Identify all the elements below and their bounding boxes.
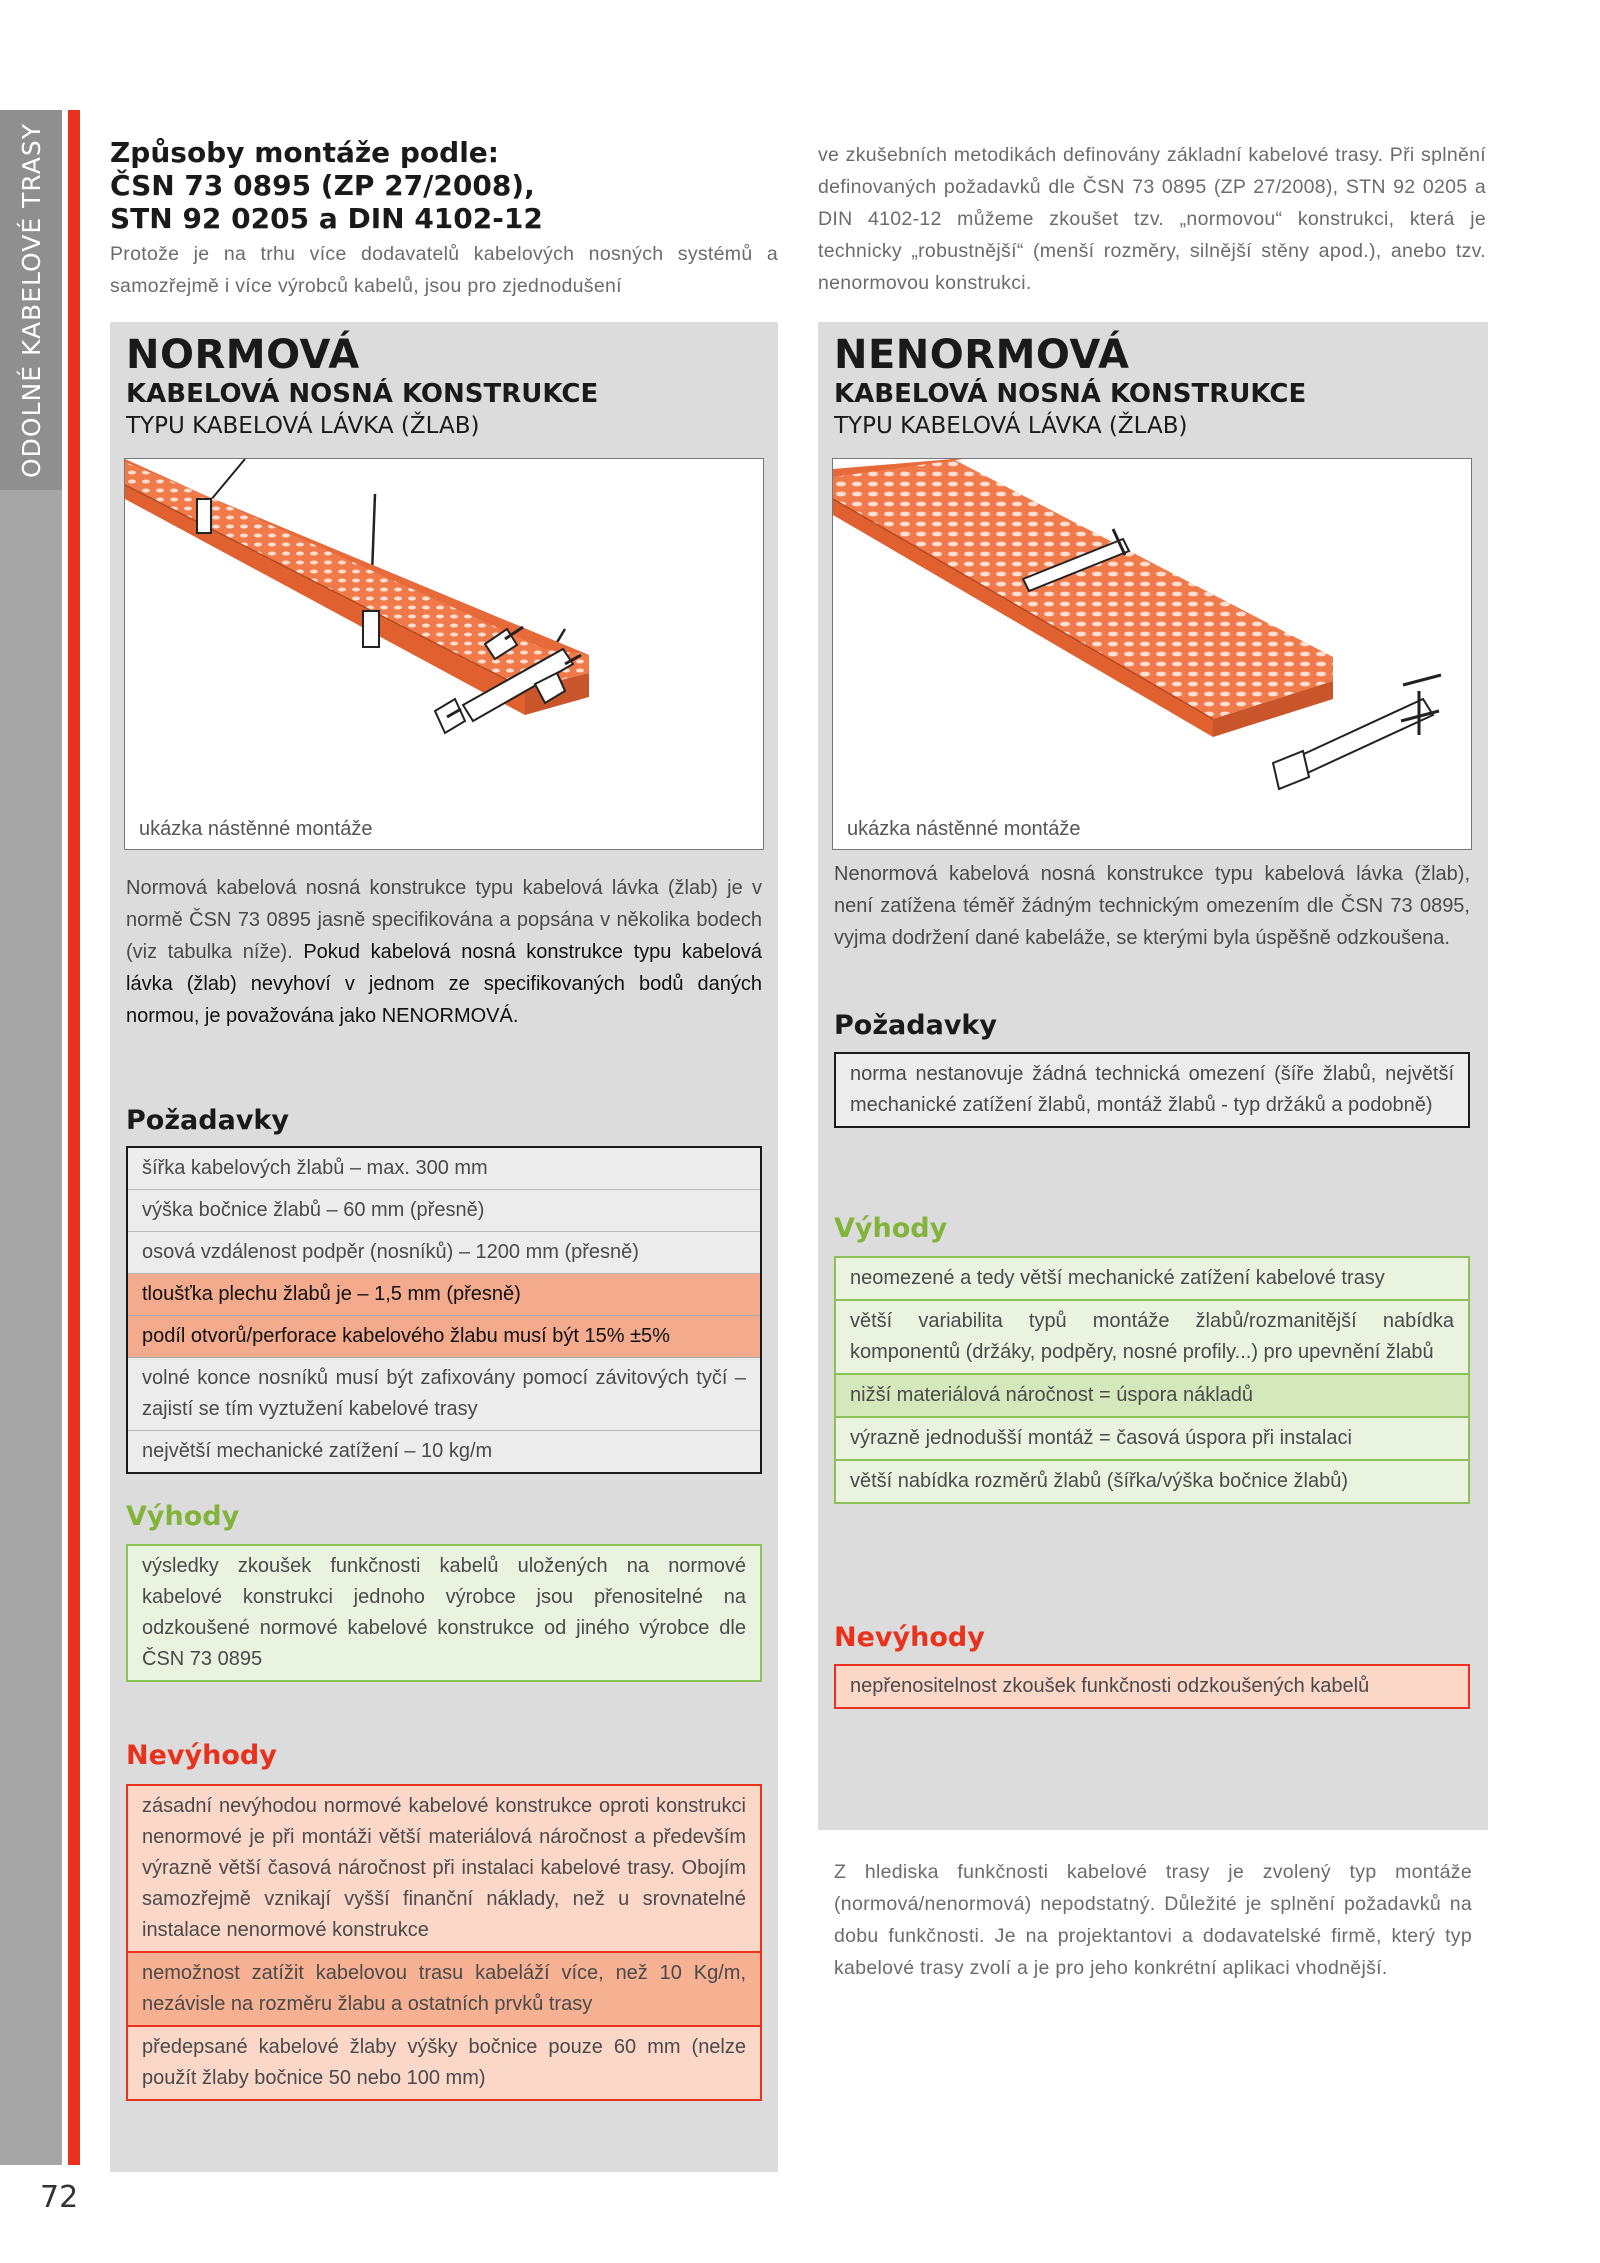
page-number: 72 xyxy=(40,2180,79,2215)
intro-text-left: Protože je na trhu více dodavatelů kabelových nosných systémů a samozřejmě i více výrobců kabelů, jsou pro zjednodušení xyxy=(110,243,778,297)
normova-panel xyxy=(110,322,778,2172)
requirement-row: šířka kabelových žlabů – max. 300 mm xyxy=(128,1148,760,1190)
disadvantages-list xyxy=(126,1784,762,2101)
panel-description xyxy=(126,872,762,1032)
advantage-row: neomezené a tedy větší mechanické zatížení kabelové trasy xyxy=(836,1258,1468,1301)
conclusion-text: Z hlediska funkčnosti kabelové trasy je zvolený typ montáže (normová/nenormová) nepodstatný. Důležité je splnění požadavků na dobu funkčnosti. Je na projektantovi a dodavatelské firmě, který typ kabelové trasy zvolí a je pro jeho konkrétní aplikaci vhodnější. xyxy=(834,1861,1472,1979)
intro-heading xyxy=(110,136,770,235)
intro-heading-line: ČSN 73 0895 (ZP 27/2008), xyxy=(110,169,535,202)
advantage-row: výrazně jednodušší montáž = časová úspora při instalaci xyxy=(836,1418,1468,1461)
panel-subtitle-type: TYPU KABELOVÁ LÁVKA (ŽLAB) xyxy=(126,413,480,439)
advantage-row: větší variabilita typů montáže žlabů/rozmanitější nabídka komponentů (držáky, podpěry, nosné profily...) pro upevnění žlabů xyxy=(836,1301,1468,1375)
requirements-heading: Požadavky xyxy=(834,1010,997,1041)
requirements-table xyxy=(834,1052,1470,1128)
advantages-heading: Výhody xyxy=(834,1213,948,1244)
disadvantages-heading: Nevýhody xyxy=(126,1740,277,1771)
sidebar-section-tab xyxy=(0,110,62,490)
advantages-list xyxy=(834,1256,1470,1504)
requirement-row: volné konce nosníků musí být zafixovány pomocí závitových tyčí – zajistí se tím vyztužení kabelové trasy xyxy=(128,1358,760,1431)
cable-tray-drawing xyxy=(125,459,765,851)
advantage-row: větší nabídka rozměrů žlabů (šířka/výška bočnice žlabů) xyxy=(850,1470,1348,1492)
intro-text-right: ve zkušebních metodikách definovány základní kabelové trasy. Při splnění definovaných požadavků dle ČSN 73 0895 (ZP 27/2008), STN 92 0205 a DIN 4102-12 můžeme zkoušet tzv. „normovou“ konstrukci, která je technicky „robustnější“ (menší rozměry, silnější stěny apod.), anebo tzv. nenormovou konstrukci. xyxy=(818,144,1486,294)
figure-caption: ukázka nástěnné montáže xyxy=(847,818,1081,840)
panel-title: NENORMOVÁ xyxy=(834,332,1130,378)
advantages-heading: Výhody xyxy=(126,1501,240,1532)
panel-description-emphasis: Pokud kabelová nosná konstrukce typu kabelová lávka (žlab) nevyhoví v jednom ze specifikovaných bodů daných normou, je považována jako NENORMOVÁ. xyxy=(126,941,762,1027)
intro-heading-line: Způsoby montáže podle: xyxy=(110,136,499,169)
disadvantages-heading: Nevýhody xyxy=(834,1622,985,1653)
advantage-row: výsledky zkoušek funkčnosti kabelů uložených na normové kabelové konstrukci jednoho výrobce jsou přenositelné na odzkoušené normové kabelové konstrukce od jiného výrobce dle ČSN 73 0895 xyxy=(142,1555,746,1670)
cable-tray-illustration xyxy=(832,458,1472,850)
sidebar-section-label: ODOLNÉ KABELOVÉ TRASY xyxy=(16,122,46,478)
disadvantage-row: nepřenositelnost zkoušek funkčnosti odzkoušených kabelů xyxy=(850,1675,1370,1697)
cable-tray-drawing xyxy=(833,459,1473,851)
advantages-list xyxy=(126,1544,762,1682)
panel-description: Nenormová kabelová nosná konstrukce typu kabelová lávka (žlab), není zatížena téměř žádným technickým omezením dle ČSN 73 0895, vyjma dodržení dané kabeláže, se kterými byla úspěšně odzkoušena. xyxy=(834,863,1470,949)
requirement-row: výška bočnice žlabů – 60 mm (přesně) xyxy=(128,1190,760,1232)
intro-heading-line: STN 92 0205 a DIN 4102-12 xyxy=(110,202,543,235)
requirement-row-highlighted: podíl otvorů/perforace kabelového žlabu musí být 15% ±5% xyxy=(128,1316,760,1358)
requirement-row: norma nestanovuje žádná technická omezení (šíře žlabů, největší mechanické zatížení žlabů, montáž žlabů - typ držáků a podobně) xyxy=(850,1063,1454,1116)
requirements-heading: Požadavky xyxy=(126,1105,289,1136)
requirement-row: největší mechanické zatížení – 10 kg/m xyxy=(142,1440,493,1462)
requirement-row: osová vzdálenost podpěr (nosníků) – 1200 mm (přesně) xyxy=(128,1232,760,1274)
advantage-row: nižší materiálová náročnost = úspora nákladů xyxy=(836,1375,1468,1418)
sidebar-accent-bar xyxy=(68,110,80,2165)
figure-caption: ukázka nástěnné montáže xyxy=(139,818,373,840)
cable-tray-illustration xyxy=(124,458,764,850)
disadvantages-list xyxy=(834,1664,1470,1709)
requirement-row-highlighted: tloušťka plechu žlabů je – 1,5 mm (přesně) xyxy=(128,1274,760,1316)
disadvantage-row: nemožnost zatížit kabelovou trasu kabeláží více, než 10 Kg/m, nezávisle na rozměru žlabu a ostatních prvků trasy xyxy=(128,1953,760,2027)
panel-subtitle-type: TYPU KABELOVÁ LÁVKA (ŽLAB) xyxy=(834,413,1188,439)
nenormova-panel xyxy=(818,322,1488,1830)
panel-subtitle: KABELOVÁ NOSNÁ KONSTRUKCE xyxy=(834,379,1307,409)
disadvantage-row: předepsané kabelové žlaby výšky bočnice pouze 60 mm (nelze použít žlaby bočnice 50 nebo 100 mm) xyxy=(142,2036,746,2089)
disadvantage-row: zásadní nevýhodou normové kabelové konstrukce oproti konstrukci nenormové je při montáži větší materiálová náročnost a především výrazně větší časová náročnost při instalaci kabelové trasy. Obojím samozřejmě vznikají vyšší finanční náklady, než u srovnatelné instalace nenormové konstrukce xyxy=(128,1786,760,1953)
requirements-table xyxy=(126,1146,762,1474)
panel-subtitle: KABELOVÁ NOSNÁ KONSTRUKCE xyxy=(126,379,599,409)
panel-title: NORMOVÁ xyxy=(126,332,360,378)
panel-description-normal: Normová kabelová nosná konstrukce typu kabelová lávka (žlab) je v normě ČSN 73 0895 jasně specifikována a popsána v několika bodech (viz tabulka níže). xyxy=(126,877,762,963)
